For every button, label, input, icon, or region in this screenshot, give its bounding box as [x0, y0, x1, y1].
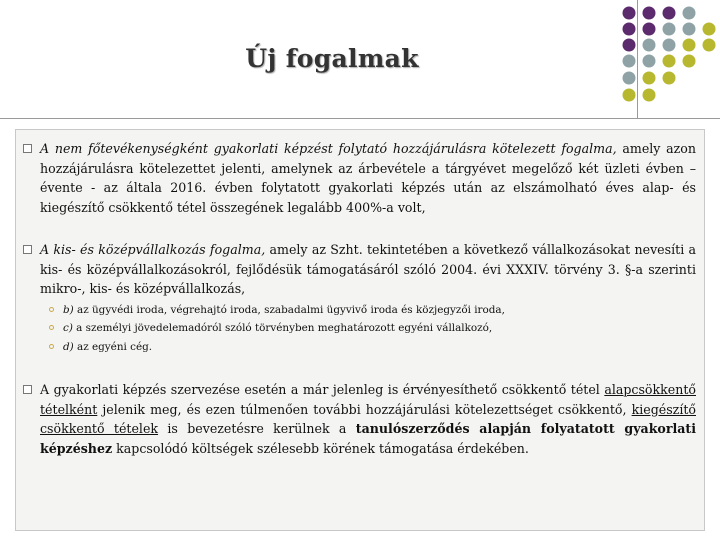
decor-dot [643, 23, 656, 36]
square-bullet-icon [23, 245, 32, 254]
sub-item-text: a személyi jövedelemadóról szóló törvényben meghatározott egyéni vállalkozó, [72, 322, 493, 334]
paragraph-text: A gyakorlati képzés szervezése esetén a már jelenleg is érvényesíthető csökkentő tétel [40, 382, 605, 397]
sub-item-marker: c) [63, 322, 73, 334]
paragraph-text: jelenik meg, és ezen túlmenően további hozzájárulási kötelezettséget csökkentő, [97, 401, 632, 417]
paragraph-text: is bevezetésre kerülnek a [158, 421, 356, 436]
underlined-term: alapcsökkentő tételként [40, 382, 696, 417]
sub-item-marker: b) [63, 304, 74, 316]
decor-dot [703, 23, 716, 36]
decor-dot [683, 23, 696, 36]
slide-title: Új fogalmak [245, 44, 419, 73]
sub-list-item [63, 320, 492, 337]
square-bullet-icon [23, 144, 32, 153]
decor-dot [623, 7, 636, 20]
decor-dot [663, 72, 676, 85]
decor-dot [623, 72, 636, 85]
definition-term: A nem főtevékenységként gyakorlati képzést folytató hozzájárulásra kötelezett fogalma, [40, 141, 617, 156]
decor-dot [643, 72, 656, 85]
decor-dot [643, 7, 656, 20]
decor-dot [623, 23, 636, 36]
decor-dot [683, 7, 696, 20]
definition-paragraph-2 [40, 240, 696, 299]
horizontal-divider [0, 118, 720, 119]
underlined-term: kiegészítő csökkentő tételek [40, 401, 696, 436]
decor-dot [643, 89, 656, 102]
definition-text: amely az Szht. tekintetében a következő vállalkozásokat nevesíti a kis- és középvállalkozásokról, fejlődésük támogatásáról szóló 2004. évi XXXIV. törvény 3. §-a szerinti mikro-, kis- és középvállalkozás, [40, 242, 697, 296]
bold-term: tanulószerződés alapján folyatatott gyakorlati képzéshez [40, 421, 697, 456]
decor-dot [703, 39, 716, 52]
circle-bullet-icon [49, 325, 54, 330]
vertical-divider [637, 0, 638, 118]
definition-paragraph-1 [40, 139, 696, 217]
definition-paragraph-3 [40, 380, 696, 458]
decor-dot [683, 39, 696, 52]
sub-list-item [63, 302, 505, 319]
decor-dot [683, 55, 696, 68]
circle-bullet-icon [49, 307, 54, 312]
square-bullet-icon [23, 385, 32, 394]
decor-dot [663, 55, 676, 68]
sub-item-text: az egyéni cég. [73, 341, 153, 353]
sub-list-item [63, 339, 152, 356]
decor-dot [663, 7, 676, 20]
decor-dot [663, 23, 676, 36]
paragraph-text: kapcsolódó költségek szélesebb körének támogatása érdekében. [112, 440, 529, 456]
sub-item-text: az ügyvédi iroda, végrehajtó iroda, szabadalmi ügyvivő iroda és közjegyzői iroda, [73, 304, 505, 316]
circle-bullet-icon [49, 344, 54, 349]
decor-dot [623, 89, 636, 102]
sub-item-marker: d) [63, 341, 74, 353]
definition-text: amely azon hozzájárulásra kötelezettet jelenti, amelynek az árbevétele a tárgyévet megelőző két üzleti évben – évente - az általa 2016. évben folytatott gyakorlati képzés után az elszámolható éves alap- és kiegészítő csökkentő tétel összegének legalább 400%-a volt, [40, 141, 697, 215]
decor-dot [663, 39, 676, 52]
definition-term: A kis- és középvállalkozás fogalma, [40, 242, 266, 257]
